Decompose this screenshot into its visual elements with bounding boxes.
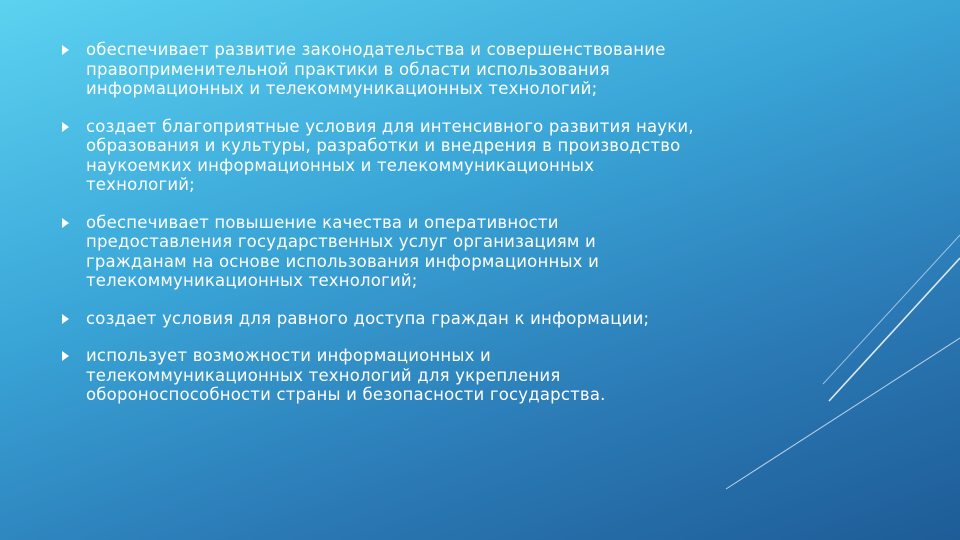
diagonal-line-3 [726, 338, 960, 489]
triangle-right-icon [62, 45, 69, 55]
diagonal-line-2 [829, 258, 960, 401]
bullet-item [62, 117, 702, 195]
bullet-text: обеспечивает развитие законодательства и совершенствование правоприменительной практики в области использования информационных и телекоммуникационных технологий; [86, 40, 666, 98]
triangle-right-icon [62, 351, 69, 361]
bullet-item [62, 40, 702, 99]
bullet-text: использует возможности информационных и телекоммуникационных технологий для укрепления обороноспособности страны и безопасности государства. [86, 346, 606, 404]
triangle-right-icon [62, 122, 69, 132]
triangle-right-icon [62, 314, 69, 324]
bullet-item [62, 213, 702, 291]
diagonal-line-1 [823, 235, 960, 384]
bullet-list [62, 40, 702, 423]
bullet-text: создает благоприятные условия для интенсивного развития науки, образования и культуры, разработки и внедрения в производство наукоемких информационных и телекоммуникационных технологий; [86, 116, 694, 194]
bullet-text: обеспечивает повышение качества и оперативности предоставления государственных услуг организациям и гражданам на основе использования информационных и телекоммуникационных технологий; [86, 212, 600, 290]
bullet-text: создает условия для равного доступа граждан к информации; [86, 308, 650, 328]
bullet-item [62, 346, 702, 405]
bullet-item [62, 309, 702, 329]
triangle-right-icon [62, 218, 69, 228]
